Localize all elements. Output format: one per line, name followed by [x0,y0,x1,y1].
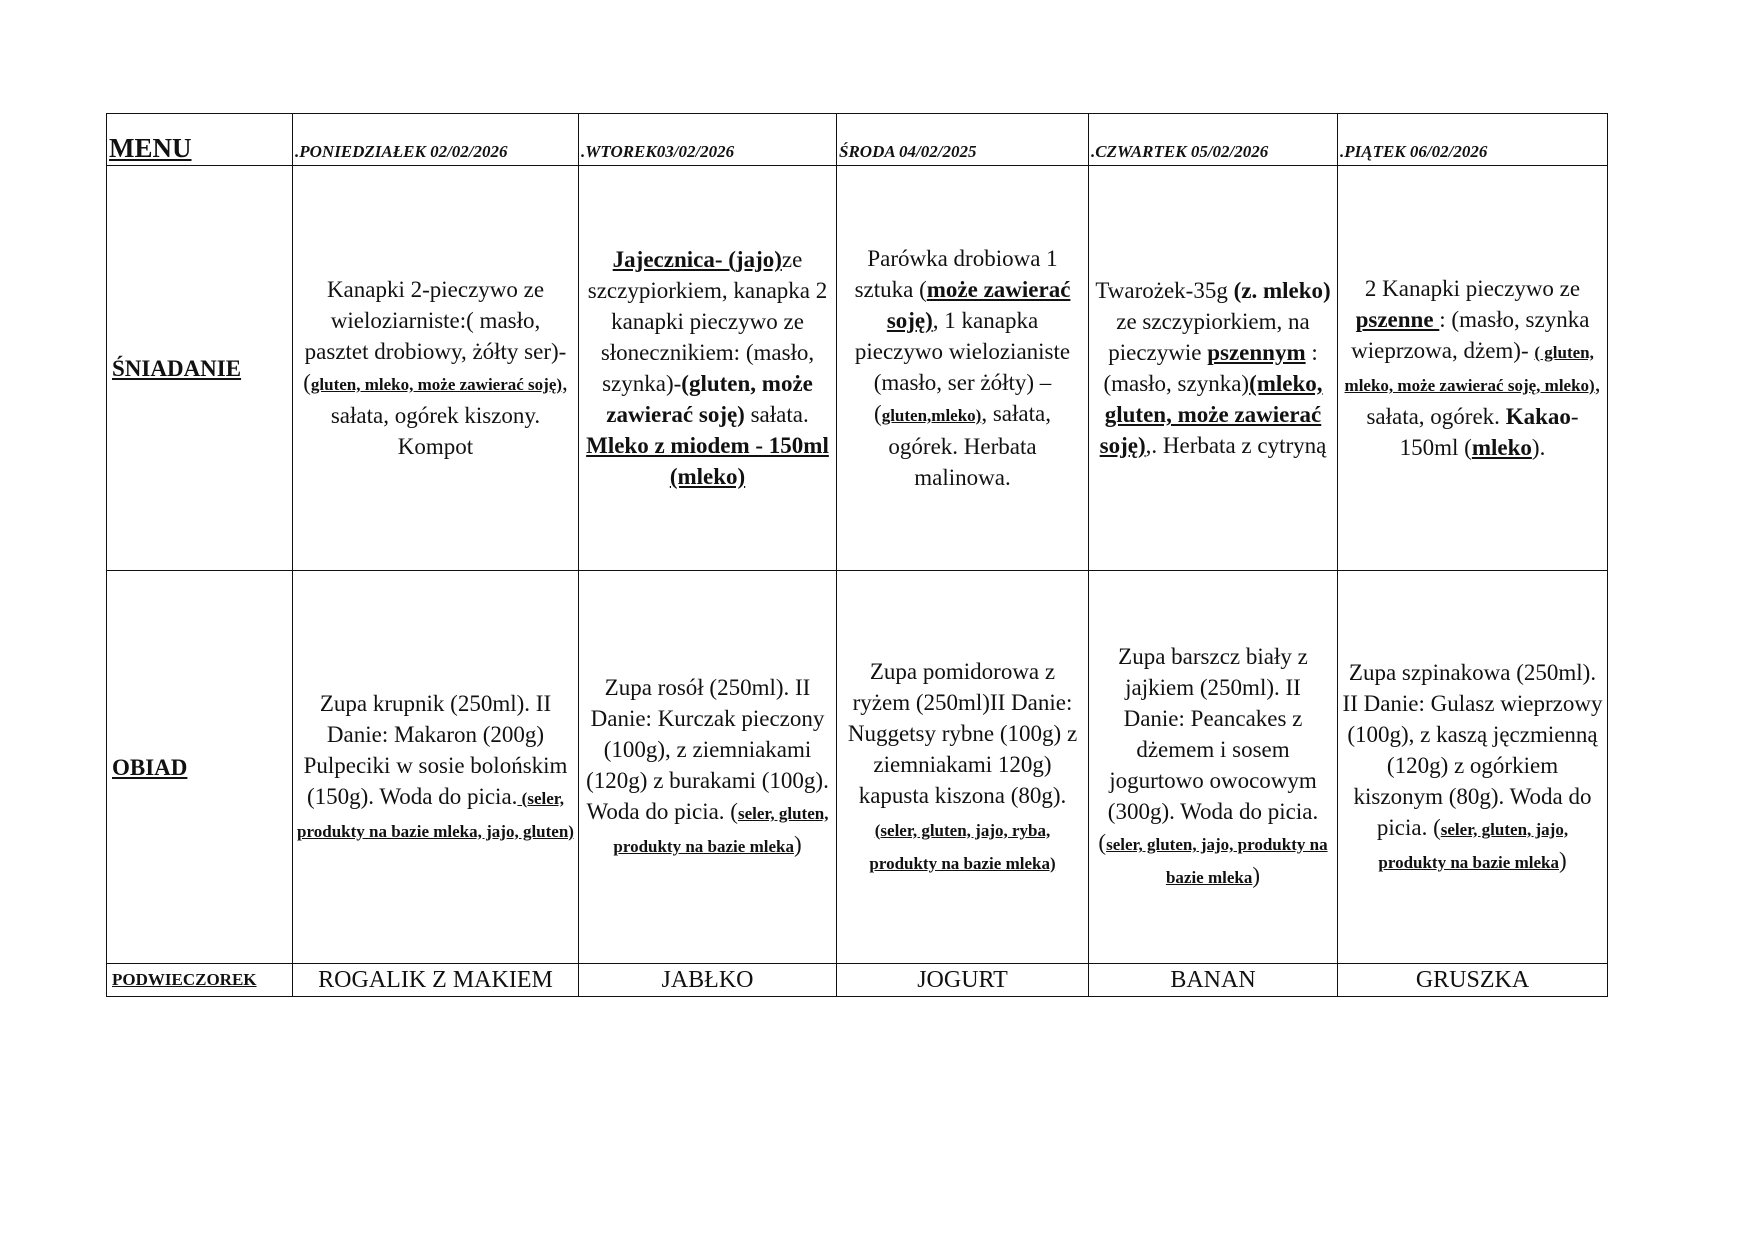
lunch-row [107,571,1608,964]
lunch-tuesday: Zupa rosół (250ml). II Danie: Kurczak pieczony (100g), z ziemniakami (120g) z burakami (100g). Woda do picia. (seler, gluten, produkty na bazie mleka) [579,571,837,964]
breakfast-row [107,166,1608,571]
lunch-monday: Zupa krupnik (250ml). II Danie: Makaron (200g) Pulpeciki w sosie bolońskim (150g). Woda do picia. (seler, produkty na bazie mleka, jajo, gluten) [293,571,579,964]
snack-label: PODWIECZOREK [107,964,293,997]
lunch-label: OBIAD [107,571,293,964]
day-header-friday: .PIĄTEK 06/02/2026 [1338,114,1608,166]
menu-title: MENU [107,114,293,166]
snack-thursday: BANAN [1089,964,1338,997]
snack-friday: GRUSZKA [1338,964,1608,997]
breakfast-label: ŚNIADANIE [107,166,293,571]
breakfast-wednesday: Parówka drobiowa 1 sztuka (może zawierać soję), 1 kanapka pieczywo wielozianiste (masło, ser żółty) – (gluten,mleko), sałata, ogórek. Herbata malinowa. [837,166,1089,571]
breakfast-thursday: Twarożek-35g (z. mleko) ze szczypiorkiem, na pieczywie pszennym : (masło, szynka)(mleko, gluten, może zawierać soję),. Herbata z cytryną [1089,166,1338,571]
breakfast-tuesday: Jajecznica- (jajo)ze szczypiorkiem, kanapka 2 kanapki pieczywo ze słonecznikiem: (masło, szynka)-(gluten, może zawierać soję) sałata. Mleko z miodem - 150ml (mleko) [579,166,837,571]
day-header-wednesday: ŚRODA 04/02/2025 [837,114,1089,166]
snack-row [107,964,1608,997]
snack-monday: ROGALIK Z MAKIEM [293,964,579,997]
menu-table [106,113,1608,997]
lunch-thursday: Zupa barszcz biały z jajkiem (250ml). II Danie: Peancakes z dżemem i sosem jogurtowo owocowym (300g). Woda do picia. (seler, gluten, jajo, produkty na bazie mleka) [1089,571,1338,964]
day-header-thursday: .CZWARTEK 05/02/2026 [1089,114,1338,166]
day-header-monday: .PONIEDZIAŁEK 02/02/2026 [293,114,579,166]
header-row [107,114,1608,166]
snack-wednesday: JOGURT [837,964,1089,997]
breakfast-friday: 2 Kanapki pieczywo ze pszenne : (masło, szynka wieprzowa, dżem)- ( gluten, mleko, może zawierać soję, mleko), sałata, ogórek. Kakao-150ml (mleko). [1338,166,1608,571]
day-header-tuesday: .WTOREK03/02/2026 [579,114,837,166]
snack-tuesday: JABŁKO [579,964,837,997]
lunch-wednesday: Zupa pomidorowa z ryżem (250ml)II Danie: Nuggetsy rybne (100g) z ziemniakami 120g) kapusta kiszona (80g). (seler, gluten, jajo, ryba, produkty na bazie mleka) [837,571,1089,964]
lunch-friday: Zupa szpinakowa (250ml). II Danie: Gulasz wieprzowy (100g), z kaszą jęczmienną (120g) z ogórkiem kiszonym (80g). Woda do picia. (seler, gluten, jajo, produkty na bazie mleka) [1338,571,1608,964]
breakfast-monday: Kanapki 2-pieczywo ze wieloziarniste:( masło, pasztet drobiowy, żółty ser)-(gluten, mleko, może zawierać soję), sałata, ogórek kiszony. Kompot [293,166,579,571]
